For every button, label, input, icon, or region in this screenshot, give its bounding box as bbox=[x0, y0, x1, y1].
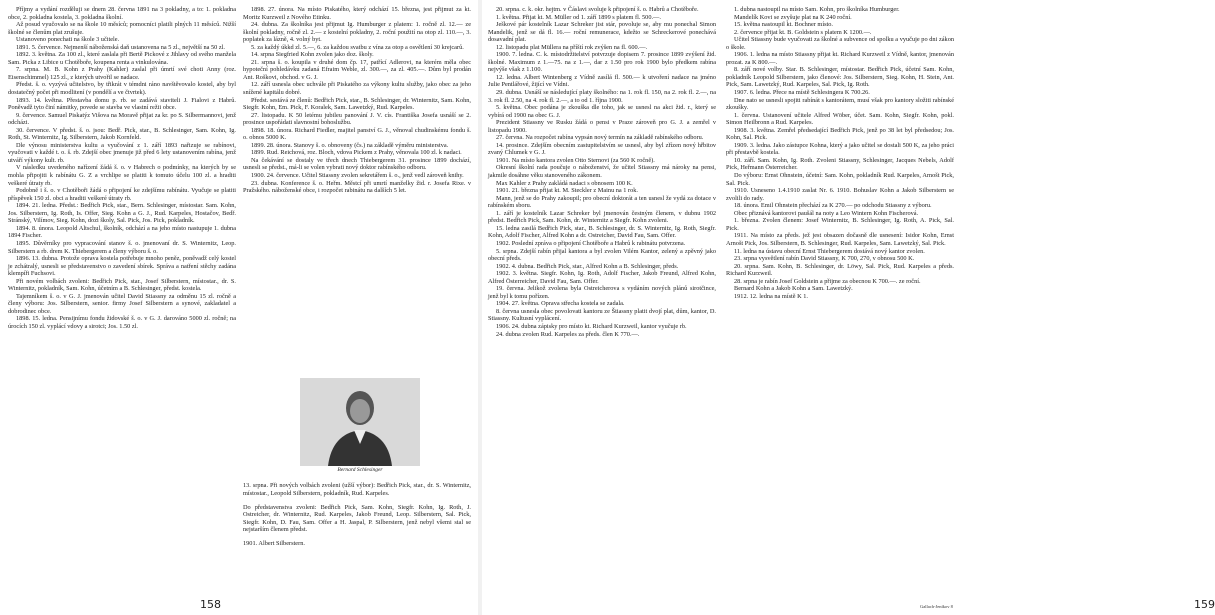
paragraph: 5. srpna. Zdejší rabín přijal kantora a byl zvolen Vilém Kantor, zelený a zpěvný jako obecní předs. bbox=[488, 247, 716, 263]
paragraph: 27. června. Na rozpočet rabína vypsán nový termín na základě rabínského odboru. bbox=[496, 134, 704, 142]
paragraph: 1912. 12. ledna na místě K 1. bbox=[734, 292, 808, 300]
left-page-column-2 bbox=[243, 6, 471, 384]
paragraph: 1906. 1. ledna na místo Stiassny přijat kt. Richard Kurzweil z Vídně, kantor, jmenován prozat. za K 800.—. bbox=[726, 51, 954, 66]
paragraph: 7. srpna. M. B. Kohn z Prahy (Kahler) zaslal při úmrtí své choti Anny (roz. Eisenschimmel) 125 zl., z kterých utvořil se nadace. bbox=[8, 66, 236, 81]
paragraph: 12. ledna. Albert Wintenberg z Vídně zasílá fl. 500.— k utvoření nadace na jméno Julie Pentlářové, žijící ve Vídni. bbox=[488, 73, 716, 89]
paragraph: 1. května. Přijat kt. M. Müller od 1. září 1899 s platem fl. 500.—. bbox=[496, 13, 661, 21]
left-page bbox=[0, 0, 478, 615]
paragraph: 1898. 18. února. Richard Fiedler, majitel panství G. J., věnoval chudinskému fondu š. o. obnos 5000 K. bbox=[243, 126, 471, 142]
paragraph: Podobně i š. o. v Chotěboři žádá o připojení ke zdejšímu rabínátu. Vyučuje se platiti příspěvek 150 zl. obci a hraditi veškeré útraty rb. bbox=[8, 187, 236, 202]
paragraph: Max Kahler z Prahy zakládá nadaci s obnosem 100 K. bbox=[496, 179, 633, 187]
paragraph: Při novém volbách zvoleni: Bedřich Pick, star., Josef Silberstern, místostar., dr. S. Winternitz, pokladník, Sam. Kohn, účetním a B. Schlesinger, předst. kostela. bbox=[8, 277, 236, 293]
paragraph: Ješkové pár kostelník Lazar Schreker jist stár, povoluje se, aby mu ponechal Simon Mandelik, jenž se dá fl. 16.— roční remunerace, kdežto se Schreckerové ponechává dosavadní plat. bbox=[488, 21, 716, 44]
paragraph: 1898. 15. ledna. Pensijnímu fondu židovské š. o. v G. J. darováno 5000 zl. ročně; na úrocích 150 zl. vyplácí vdovy a sirotci; Jos. 1.50 zl. bbox=[8, 315, 236, 330]
paragraph: 1907. 6. ledna. Přece na místě Schlesingera K 700.26. bbox=[734, 89, 870, 97]
paragraph: 1899. Rud. Reichová, roz. Bloch, vdova Pickem z Prahy, věnovala 100 zl. k nadaci. bbox=[251, 149, 462, 157]
paragraph: 28. srpna je rabín Josef Goldstein a přijme za obecnou K 700.—. ze roční. bbox=[734, 277, 921, 285]
paragraph: Až posud vyučovalo se na škole 10 měsíců; pomocníci platili plných 11 měsíců. Nižší školné se členům plat zrušuje. bbox=[8, 21, 236, 36]
paragraph: 1896. 13. dubna. Protože oprava kostela potřebuje mnoho peněz, poněvadž celý kostel je zchátralý, usnesli se představenstvo o zavedení sbírek. Správa a natření stěchy zadána klempíři Fuchsovi. bbox=[8, 255, 236, 278]
paragraph: Prezident Stiassny ve Rusku žádá o pensi v Praze zároveň pro G. J. a zemřel v listopadu 1900. bbox=[488, 119, 716, 134]
paragraph: 1908. 3. května. Zemřel předsedající Bedřich Pick, jenž po 38 let byl předsedou; Jos. Kohn, Sal. Pick. bbox=[726, 126, 954, 142]
paragraph: 1. dubna nastoupil na místo Sam. Kohn, pro školníka Humburger. bbox=[734, 6, 900, 13]
paragraph: Ustanoveno ponechati na škole 3 učitele. bbox=[16, 36, 120, 44]
left-page-column-2-continued bbox=[243, 476, 471, 606]
paragraph: 13. srpna. Při nových volbách zvoleni (užší výbor): Bedřich Pick, star., dr. S. Winternitz, místostar., Leopold Silberstern, pokladník, Rud. Karpeles. bbox=[243, 482, 471, 497]
paragraph: 27. listopadu. K 50 letému jubileu panování J. V. cís. Františka Josefa usnáší se 2. prosince uspořádati slavnostní bohoslužbu. bbox=[243, 111, 471, 127]
paragraph: 1893. 14. května. Přestavba domu p. rb. se zadává staviteli J. Fialovi z Habrů. Poněvadž tyto činí námitky, povede se stavba ve vlastní režii obce. bbox=[8, 96, 236, 112]
paragraph: 1909. 3. ledna. Jako zástupce Kohna, který a jako učitel se dostali 500 K, za jeho práci při přestavbě kostela. bbox=[726, 141, 954, 157]
paragraph: 1906. 24. dubna zápisky pro místo kt. Richard Kurzweil, kantor vyučuje rb. bbox=[496, 322, 687, 330]
paragraph: Mandelík Kovi se zvyšuje plat na K 240 roční. bbox=[734, 13, 852, 21]
paragraph: Obec přiznává kantorovi paušál na noty a Leo Wintern Kohn Fischerová. bbox=[734, 209, 919, 217]
paragraph: 29. dubna. Usnáší se následující platy školného: na 1. rok fl. 150, na 2. rok fl. 2.—, na 3. rok fl. 2.50, na 4. rok fl. 2.—, a to od 1. října 1900. bbox=[488, 89, 716, 104]
paragraph: 23. dubna. Konference š. o. Heřm. Městcí při umrtí manželky žid. r. Josefa Rixe. v Pražského. náboženské obce, i rozpočet rabinátu na dalších 5 let. bbox=[243, 179, 471, 195]
paragraph: 1. června. Ustanovení učitele Alfred Wöber, účet. Sam. Kohn, Siegfr. Kohn, pokl. Simon Heilbronn a Rud. Karpeles. bbox=[726, 111, 954, 127]
paragraph: 21. srpna š. o. koupila v druhé dom čp. 17, patřící Adlerovi, na kterém měla obec hypoteční pohledávku zadaná Efraim Weble, zl. 300.—, za zl. 405.—. Dům byl prodán Ant. Roškovi, obchod. v G. J. bbox=[243, 58, 471, 81]
paragraph: Do výboru: Ernst Ohnstein, účetní: Sam. Kohn, pokladník Rud. Karpeles, Arnošt Pick, Sal. Pick. bbox=[726, 172, 954, 187]
paragraph: 14. prosince. Zdejším obecním zastupitelstvím se usnesl, aby byl zřízen nový hřbitov zvaný Chlumek v G. J. bbox=[488, 141, 716, 157]
paragraph: 1900. 24. července. Učitel Stiassny zvolen sekretářem š. o., jenž vedl zároveň knihy. bbox=[251, 172, 464, 180]
paragraph: Bernard Kohn a Jakob Kohn a Sam. Lawetzký. bbox=[734, 285, 853, 293]
paragraph: 1891. 5. července. Nejmenší náboženská daň ustanovena na 5 zl., největší na 50 zl. bbox=[16, 43, 225, 51]
paragraph: Dne nato se usnesli spojiti rabínát s kantorátem, musí však pro kantory složiti rabínské zkoušky. bbox=[726, 96, 954, 112]
paragraph: 23. srpna vysvětlení rabín David Stiassny, K 700, 270, v obnosu 500 K. bbox=[734, 255, 915, 263]
paragraph: V následku uvedeného nařízení žádá š. o. v Habrech o podmínky, na kterých by se mohla připojiti k rabínátu G. Z a vrchlipe se platiti k tomuto účelu 100 zl. a hraditi veškeré útraty rb. bbox=[8, 164, 236, 187]
page-number-right: 159 bbox=[1194, 598, 1215, 611]
right-page-column-1 bbox=[488, 6, 716, 598]
paragraph: 5. května. Obec podána je zkouška dle toho, jak se usnesl na akci žid. r., který se vybírá od 1900 na obec G. J. bbox=[488, 104, 716, 119]
paragraph: 30. července. V předst. š. o. jsou: Bedř. Pick, star., B. Schlesinger, Sam. Kohn, Ig. Roth, St. Winternitz, Ig. Silberstern, Jakob Kornfeld. bbox=[8, 126, 236, 142]
paragraph: 9. července. Samuel Piskatýz Višova na Moravě přijat za kr. po S. Silbermannovi, jenž odcházi. bbox=[8, 111, 236, 127]
paragraph: Okresní školní rada poučuje o náboženství, že učitel Stiassny má nároky na pensi, jakmile dosáhne věku stanoveného zákonem. bbox=[488, 164, 716, 180]
paragraph: 1. března. Zvolen členem: Josef Winternitz, B. Schlesinger, Ig. Roth, A. Pick, Sal. Pick. bbox=[726, 217, 954, 232]
paragraph: 15. ledna zasilá Bedřich Pick, star., B. Schlesinger, dr. S. Winternitz, Ig. Roth, Siegfr. Kohn, Adolf Fischer, Alfred Kohn a dr. Ostreicher, David Fau, Sam. Offer. bbox=[488, 224, 716, 240]
paragraph: Dle výnosu ministerstva kultu a vyučování z 1. září 1893 nařizuje se rabínovi, vyučovati v každé t. o. š. rb. Zdejší obec jmenuje již před 6 lety ustanovením rabína, jenž utváří výkony kult. rb. bbox=[8, 141, 236, 164]
paragraph: 24. dubna. Za školníka jest přijmut Ig. Humburger z platem: 1. ročně zl. 12.— ze školní pokladny, ročně zl. 2.— z kostelní pokladny, 2. roční použití na otop zl. 110.—, 3. poplatek za lázně, 4. volný byt. bbox=[243, 21, 471, 44]
paragraph: 10. září. Sam. Kohn, Ig. Roth. Zvoleni Stiassny, Schlesinger, Jacques Nebels, Adolf Pick, Heřmann Österreicher. bbox=[726, 156, 954, 172]
paragraph: 8. září nové volby. Star. B. Schlesinger, místostar. Bedřich Pick, účetní Sam. Kohn, pokladník Leopold Silberstern, jako členové: Jos. Silberstern, Sieg. Kohn, H. Stein, Ant. Pick, Sam. Lawetzký, Rud. Karpeles, Sal. Pick, Ig. Roth. bbox=[726, 66, 954, 89]
paragraph: Příjmy a vydání rozděluji se dnem 28. června 1891 na 3 pokladny, a to: 1. pokladna obce, 2. pokladna kostela, 3. pokladna školní. bbox=[8, 6, 236, 21]
paragraph: 1. září je kostelník Lazar Schreker byl jmenován čestným členem, v dubnu 1902 předst. Bedřich Pick, Sam. Kohn, dr. Winternitz a Siegfr. Kohn zvoleni. bbox=[488, 209, 716, 225]
left-page-column-1 bbox=[8, 6, 236, 598]
paragraph: 1894. 21. ledna. Předst.: Bedřich Pick, star., Bern. Schlesinger, místostar. Sam. Kohn, Jos. Silberstern, Ig. Roth, Is. Offer, Sieg. Kohn a G. J., Rud. Karpeles, Hostačov, Bedř. Stránský, Vilímov, Sieg. Kohn, dozi školy, Sal. Pick, Jos. Pick, pokladník. bbox=[8, 202, 236, 225]
paragraph: Do představenstva zvoleni: Bedřich Pick, Sam. Kohn, Siegfr. Kohn, Ig. Roth, J. Ostreicher, dr. Winternitz, Rud. Karpeles, Jakob Freund, Leop. Silberstern, Sal. Pick, Siegfr. Kohn, D. Fau, Sam. Offer a H. Jaspal, P. Silberstern, jenž nebyl všemi stal se nejstarším členem předst. bbox=[243, 503, 471, 534]
paragraph: 12. listopadu plat Müllera na příští rok zvýšen na fl. 600.—. bbox=[496, 43, 648, 51]
right-page-column-2 bbox=[726, 6, 954, 598]
paragraph: 19. června. Jelikož zvolena byla Ostreicherova s vydáním nových plánů sirotčince, jenž byl k tomu pořízen. bbox=[488, 285, 716, 300]
portrait-caption: Bernard Schlesinger bbox=[337, 467, 383, 473]
paragraph: 1894. 8. února. Leopold Altschul, školník, odchází a na jeho místo nastupuje 1. dubna 1894 Fischer. bbox=[8, 224, 236, 240]
paragraph: Předst. sestává ze členů: Bedřich Pick, star., B. Schlesinger, dr. Winternitz, Sam. Kohn, Siegfr. Kohn, Em. Pick, F. Koralek, Sam. Lawetzký, Rud. Karpeles. bbox=[243, 96, 471, 112]
paragraph: 8. června usnesla obec povolovati kantoru ze Štiassny platit dvojí plat, dům, kantor, D. Stiassny. Kultusní vyplácení. bbox=[488, 307, 716, 323]
paragraph: 1892. 3. května. Za 100 zl., které zaslala při Bertě Pickové z Jihlavy od svého manžela Sam. Picka z Libice u Chotěboře, koupena renta a vinkulována. bbox=[8, 51, 236, 66]
paragraph: 1902. Poslední zpráva o připojení Chotěboře a Habrů k rabinátu potvrzena. bbox=[496, 239, 686, 247]
paragraph: 12. září usnesla obec uchvále při Piskatého za výkony kultu služby, jako obec za jeho snížené kapitálu dobré. bbox=[243, 81, 471, 97]
library-stamp: Gallach-Jeníkov 8 bbox=[920, 604, 953, 609]
paragraph: 1895. Důvěrníky pro vypracování stanov š. o. jmenovaní dr. S. Winternitz, Leop. Silberstern a rb. drem K. Thiebergerem a členy výboru š. o. bbox=[8, 239, 236, 255]
right-page bbox=[482, 0, 1215, 615]
paragraph: 1902. 3. května. Siegfr. Kohn, Ig. Roth, Adolf Fischer, Jakob Freund, Alfred Kohn, Alfred Österreicher, David Fau, Sam. Offer. bbox=[488, 270, 716, 285]
paragraph: Na čekávání se dostaly ve třech dnech Thiebergerem 31. prosince 1899 dochází, usnesli se předst., má-li se volen vybrati nový doktor rabínského odboru. bbox=[243, 156, 471, 172]
paragraph: 2. července přijat kt. B. Goldstein s platem K 1200.—. bbox=[734, 28, 872, 36]
portrait-photo bbox=[300, 378, 420, 466]
paragraph: 15. května nastoupil kt. Bochner místo. bbox=[734, 21, 833, 29]
paragraph: 1901. Na místo kantora zvolen Otto Sternovi (za 560 K ročně). bbox=[496, 156, 655, 164]
paragraph: 1910. Usneseno 1.4.1910 zaslat Nr. 6. 1910. Bohuslav Kohn a Jakob Silberstern se zvolili do rady. bbox=[726, 187, 954, 202]
paragraph: 20. srpna. c. k. okr. hejtm. v Čáslavi svoluje k připojení š. o. Habrů a Chotěboře. bbox=[496, 6, 699, 13]
paragraph: Předst. š. o. vyzývá učitelstvo, by třikrát v témdni ráno navštěvovalo kostel, aby byl dostatečný počet při modlitení (v pondělí a ve čtvrtek). bbox=[8, 81, 236, 97]
paragraph: Tajemníkem š. o. v G. J. jmenován učitel David Stiassny za odměnu 15 zl. ročně a členy výboru: Jos. Silberstern, senior. firmy Josef Silberstern a synové, zakladatel a dobrodinec obce. bbox=[8, 292, 236, 315]
paragraph: 1899. 28. února. Stanovy š. o. obnoveny (čs.) na základě výměru ministerstva. bbox=[251, 141, 449, 149]
paragraph: 1901. 21. března přijat kt. M. Steckler z Mainu na 1 rok. bbox=[496, 187, 638, 195]
paragraph: 14. srpna Siegfried Kohn zvolen jako doz. školy. bbox=[251, 51, 374, 59]
page-number-left: 158 bbox=[200, 598, 221, 611]
paragraph: 1904. 27. května. Oprava střecha kostela se zadala. bbox=[496, 300, 625, 308]
paragraph: 18. února. Emil Ohnstein přechází za K 270.— po odchodu Stiassny z výboru. bbox=[734, 202, 932, 210]
paragraph: 20. srpna. Sam. Kohn, B. Schlesinger, dr. Löwy, Sal. Pick, Rud. Karpeles a předs. Richard Kurzweil. bbox=[726, 262, 954, 278]
paragraph: 24. dubna zvolen Rud. Karpeles za předs. člen K 770.—. bbox=[496, 330, 640, 338]
paragraph: 5. za každý úkkd zl. 5.—, 6. za každou svatbu z vína za otop a osvětlení 30 krejcarů. bbox=[251, 43, 464, 51]
paragraph: 1911. Na místo za předs. jež jest obsazen dočasně dle usnesení: Isidor Kohn, Ernst Arnošt Pick, Jos. Silberstern, B. Schlesinger, Rud. Karpeles, Sam. Lawetzký, Sal. Pick. bbox=[726, 232, 954, 247]
paragraph: 1898. 27. února. Na místo Piskatého, který odchází 15. března, jest přijmut za kt. Moritz Kurzweil z Nového Etinku. bbox=[243, 6, 471, 21]
paragraph: Mann, jenž se do Prahy zakoupil; pro obecní doktorát a ten usnesl že vydá za dotace v rabínském sboru. bbox=[488, 194, 716, 210]
paragraph: Učitel Stiassny bude vyučovati za školné a subvence od spolku a vyučuje po dni zákon o škole. bbox=[726, 36, 954, 51]
paragraph: 11. ledna na ústavu obecní Ernst Thiebergerem dostává nový kantor zvolen. bbox=[734, 247, 925, 255]
paragraph: 1902. 4. dubna. Bedřich Pick, star., Alfred Kohn a B. Schlesinger, předs. bbox=[496, 262, 679, 270]
paragraph: 1901. Albert Silberstern. bbox=[243, 540, 305, 548]
paragraph: 1900. 7. ledna. C. k. místodržitelství potvrzuje dopisem 7. prosince 1899 zvýšení žid. školné. Maximum z 1.—75. na z 1.—, dar z 1.50 pro rok 1900 bylo předkem rabína nejvýše však z 1.100. bbox=[488, 51, 716, 74]
